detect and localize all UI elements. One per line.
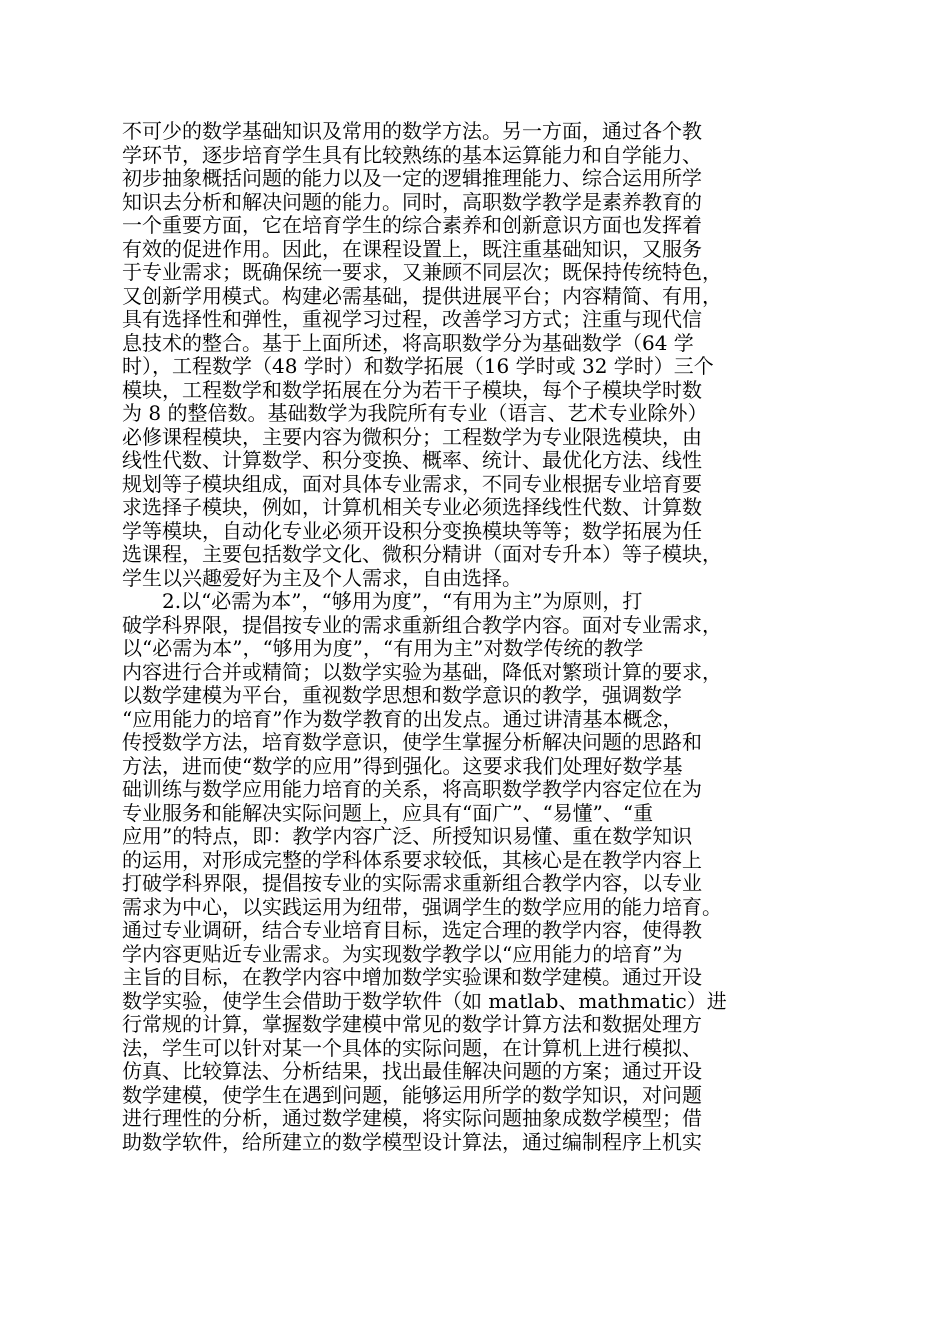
text-line: 破学科界限，提倡按专业的需求重新组合教学内容。面对专业需求， xyxy=(122,612,722,637)
text-line: 学环节，逐步培育学生具有比较熟练的基本运算能力和自学能力、 xyxy=(122,142,702,167)
text-line: 通过专业调研，结合专业培育目标，选定合理的教学内容，使得教 xyxy=(122,918,702,942)
text-line: 以数学建模为平台，重视数学思想和数学意识的教学，强调数学 xyxy=(122,683,682,707)
text-line: 学内容更贴近专业需求。为实现数学教学以“应用能力的培育”为 xyxy=(122,941,683,966)
text-line: 时），工程数学（48 学时）和数学拓展（16 学时或 32 学时）三个 xyxy=(122,354,714,378)
body-text xyxy=(122,120,828,1154)
text-line: 于专业需求；既确保统一要求，又兼顾不同层次；既保持传统特色， xyxy=(122,260,722,284)
text-line: 有效的促进作用。因此，在课程设置上，既注重基础知识，又服务 xyxy=(122,236,702,261)
text-line: 法，学生可以针对某一个具体的实际问题，在计算机上进行模拟、 xyxy=(122,1035,702,1060)
text-line: 求选择子模块，例如，计算机相关专业必须选择线性代数、计算数 xyxy=(122,495,702,519)
text-line: 息技术的整合。基于上面所述，将高职数学分为基础数学（64 学 xyxy=(122,330,694,355)
text-line: 初步抽象概括问题的能力以及一定的逻辑推理能力、综合运用所学 xyxy=(122,166,702,190)
text-line: 规划等子模块组成，面对具体专业需求，不同专业根据专业培育要 xyxy=(122,471,702,496)
text-line: 行常规的计算，掌握数学建模中常见的数学计算方法和数据处理方 xyxy=(122,1012,702,1036)
text-line: 仿真、比较算法、分析结果，找出最佳解决问题的方案；通过开设 xyxy=(122,1059,702,1083)
text-line: 打破学科界限，提倡按专业的实际需求重新组合教学内容，以专业 xyxy=(122,871,702,895)
text-line: 助数学软件，给所建立的数学模型设计算法，通过编制程序上机实 xyxy=(122,1129,702,1154)
text-line: 专业服务和能解决实际问题上，应具有“面广”、“易懂”、“重 xyxy=(122,800,654,825)
text-line: 必修课程模块，主要内容为微积分；工程数学为专业限选模块，由 xyxy=(122,424,702,449)
text-line: 又创新学用模式。构建必需基础，提供进展平台；内容精简、有用， xyxy=(122,283,722,308)
text-line: 主旨的目标，在教学内容中增加数学实验课和数学建模。通过开设 xyxy=(122,965,702,989)
text-line: 进行理性的分析，通过数学建模，将实际问题抽象成数学模型；借 xyxy=(122,1106,702,1130)
text-line: 础训练与数学应用能力培育的关系，将高职数学教学内容定位在为 xyxy=(122,777,702,801)
text-line: 具有选择性和弹性，重视学习过程，改善学习方式；注重与现代信 xyxy=(122,307,702,331)
text-line: 不可少的数学基础知识及常用的数学方法。另一方面，通过各个教 xyxy=(122,119,702,143)
text-line: 数学建模，使学生在遇到问题，能够运用所学的数学知识，对问题 xyxy=(122,1082,702,1107)
text-line: 传授数学方法，培育数学意识，使学生掌握分析解决问题的思路和 xyxy=(122,730,702,754)
text-line: 数学实验，使学生会借助于数学软件（如 matlab、mathmatic）进 xyxy=(122,988,727,1013)
text-line: 以“必需为本”，“够用为度”，“有用为主”对数学传统的教学 xyxy=(122,636,644,660)
text-line: 的运用，对形成完整的学科体系要求较低，其核心是在教学内容上 xyxy=(122,847,702,872)
text-line: 学等模块，自动化专业必须开设积分变换模块等等；数学拓展为任 xyxy=(122,518,702,543)
text-line: 一个重要方面，它在培育学生的综合素养和创新意识方面也发挥着 xyxy=(122,213,702,237)
text-line: 应用”的特点，即：教学内容广泛、所授知识易懂、重在数学知识 xyxy=(122,824,693,848)
text-line: 为 8 的整倍数。基础数学为我院所有专业（语言、艺术专业除外） xyxy=(122,401,708,425)
text-line: 学生以兴趣爱好为主及个人需求，自由选择。 xyxy=(122,565,522,590)
paragraph-start-line: 2.以“必需为本”，“够用为度”，“有用为主”为原则，打 xyxy=(162,589,643,613)
text-line: 选课程，主要包括数学文化、微积分精讲（面对专升本）等子模块， xyxy=(122,542,722,566)
text-line: 知识去分析和解决问题的能力。同时，高职数学教学是素养教育的 xyxy=(122,189,702,214)
text-line: 模块，工程数学和数学拓展在分为若干子模块，每个子模块学时数 xyxy=(122,377,702,402)
text-line: 线性代数、计算数学、积分变换、概率、统计、最优化方法、线性 xyxy=(122,448,702,472)
text-line: 需求为中心，以实践运用为纽带，强调学生的数学应用的能力培育。 xyxy=(122,894,722,919)
text-line: 内容进行合并或精简；以数学实验为基础，降低对繁琐计算的要求， xyxy=(122,659,722,684)
text-line: “应用能力的培育”作为数学教育的出发点。通过讲清基本概念， xyxy=(122,706,683,731)
text-line: 方法，进而使“数学的应用”得到强化。这要求我们处理好数学基 xyxy=(122,753,683,778)
